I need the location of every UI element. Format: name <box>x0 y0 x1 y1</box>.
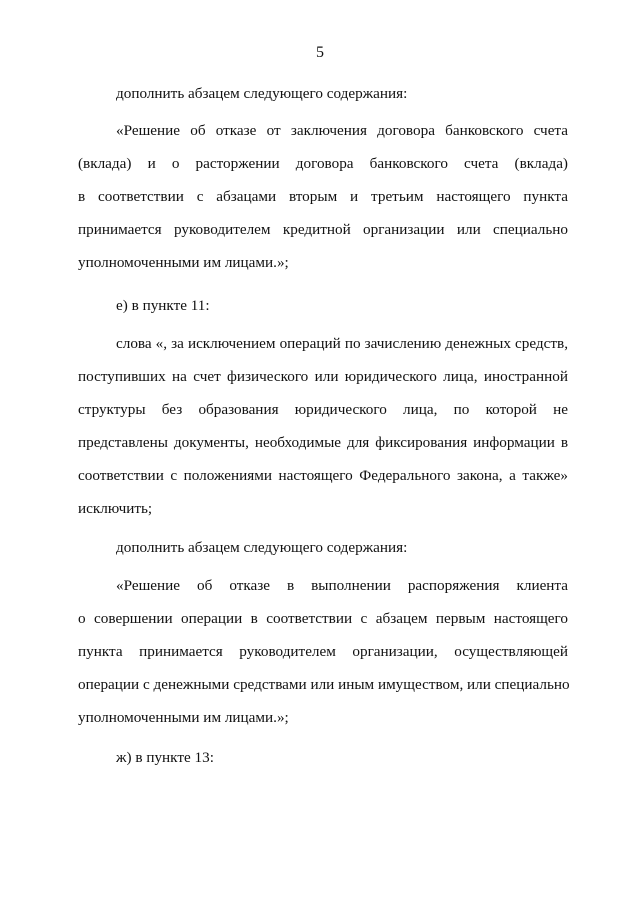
text-line: «Решение об отказе от заключения договора банковского счета <box>116 122 568 139</box>
text-line: исключить; <box>78 500 153 517</box>
text-line: ж) в пункте 13: <box>116 749 214 766</box>
text-line: поступивших на счет физического или юридического лица, иностранной <box>78 368 568 385</box>
text-line: е) в пункте 11: <box>116 297 210 314</box>
text-line: уполномоченными им лицами.»; <box>78 254 289 271</box>
page-number: 5 <box>316 44 324 61</box>
text-line: слова «, за исключением операций по зачислению денежных средств, <box>116 335 568 352</box>
text-line: «Решение об отказе в выполнении распоряжения клиента <box>116 577 568 594</box>
text-line: соответствии с положениями настоящего Федерального закона, а также» <box>78 467 568 484</box>
text-line: дополнить абзацем следующего содержания: <box>116 85 408 102</box>
text-line: дополнить абзацем следующего содержания: <box>116 539 408 556</box>
text-line: пункта принимается руководителем организации, осуществляющей <box>78 643 568 660</box>
text-line: уполномоченными им лицами.»; <box>78 709 289 726</box>
text-line: операции с денежными средствами или иным имуществом, или специально <box>78 676 570 693</box>
text-line: (вклада) и о расторжении договора банковского счета (вклада) <box>78 155 568 172</box>
text-line: принимается руководителем кредитной организации или специально <box>78 221 568 238</box>
text-line: в соответствии с абзацами вторым и третьим настоящего пункта <box>78 188 568 205</box>
text-line: о совершении операции в соответствии с абзацем первым настоящего <box>78 610 568 627</box>
text-line: представлены документы, необходимые для фиксирования информации в <box>78 434 568 451</box>
text-line: структуры без образования юридического лица, по которой не <box>78 401 568 418</box>
